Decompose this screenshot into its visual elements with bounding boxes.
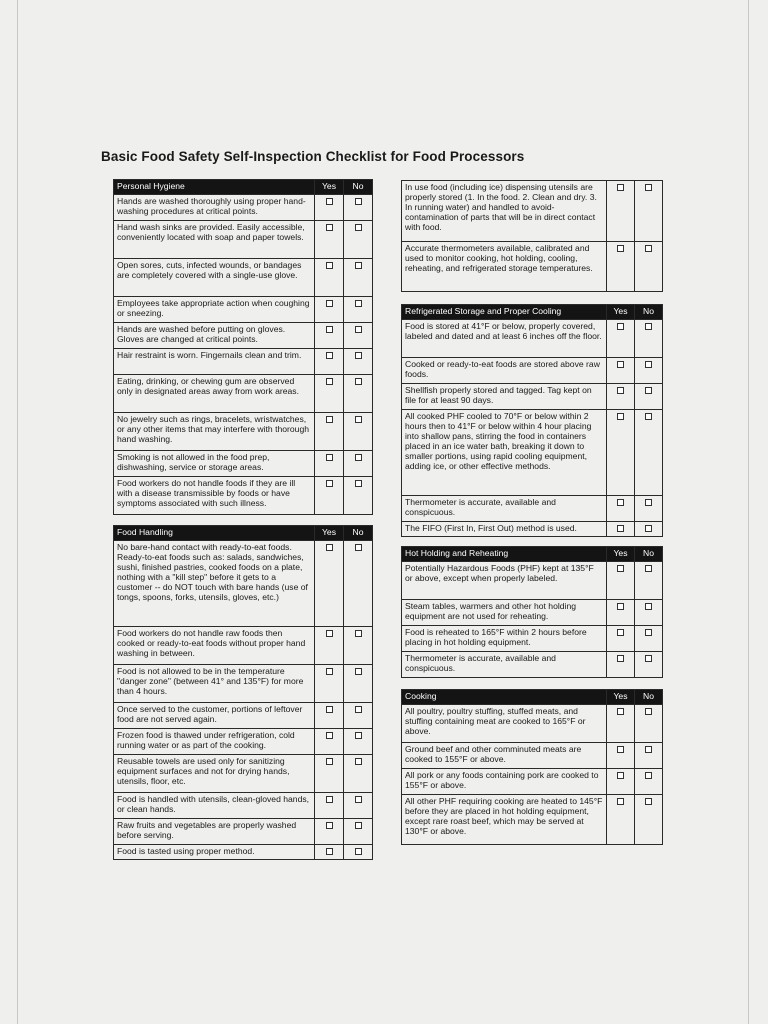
no-checkbox[interactable] bbox=[344, 375, 373, 413]
checklist-row bbox=[114, 195, 373, 221]
no-checkbox[interactable] bbox=[344, 819, 373, 845]
checklist-item-text: All poultry, poultry stuffing, stuffed meats, and stuffing containing meat are cooked to 165°F or above. bbox=[402, 705, 607, 743]
checklist-row bbox=[114, 413, 373, 451]
checklist-item-text: Potentially Hazardous Foods (PHF) kept at 135°F or above, except when properly labeled. bbox=[402, 562, 607, 600]
checklist-row bbox=[114, 845, 373, 860]
yes-checkbox[interactable] bbox=[607, 522, 635, 537]
section-header bbox=[114, 526, 373, 541]
yes-checkbox[interactable] bbox=[315, 349, 344, 375]
checklist-row bbox=[402, 795, 663, 845]
yes-checkbox[interactable] bbox=[607, 320, 635, 358]
no-checkbox[interactable] bbox=[344, 729, 373, 755]
checklist-row bbox=[114, 703, 373, 729]
no-checkbox[interactable] bbox=[344, 323, 373, 349]
no-checkbox[interactable] bbox=[344, 451, 373, 477]
yes-checkbox[interactable] bbox=[315, 477, 344, 515]
checklist-row bbox=[114, 755, 373, 793]
checklist-row bbox=[114, 819, 373, 845]
yes-column-header: Yes bbox=[607, 690, 635, 705]
checklist-item-text: All pork or any foods containing pork are cooked to 155°F or above. bbox=[402, 769, 607, 795]
yes-checkbox[interactable] bbox=[607, 705, 635, 743]
checklist-row bbox=[402, 626, 663, 652]
no-checkbox[interactable] bbox=[635, 652, 663, 678]
yes-checkbox[interactable] bbox=[607, 410, 635, 496]
no-column-header: No bbox=[635, 547, 663, 562]
no-checkbox[interactable] bbox=[635, 705, 663, 743]
no-column-header: No bbox=[344, 526, 373, 541]
checklist-row bbox=[402, 410, 663, 496]
yes-checkbox[interactable] bbox=[607, 652, 635, 678]
yes-checkbox[interactable] bbox=[315, 627, 344, 665]
no-checkbox[interactable] bbox=[344, 703, 373, 729]
checklist-row bbox=[402, 181, 663, 242]
no-checkbox[interactable] bbox=[344, 665, 373, 703]
yes-column-header: Yes bbox=[315, 526, 344, 541]
checklist-item-text: The FIFO (First In, First Out) method is used. bbox=[402, 522, 607, 537]
scan-edge-mark bbox=[748, 0, 749, 1024]
checklist-item-text: Food is stored at 41°F or below, properly covered, labeled and dated and at least 6 inches off the floor. bbox=[402, 320, 607, 358]
checklist-row bbox=[402, 600, 663, 626]
checklist-item-text: Employees take appropriate action when coughing or sneezing. bbox=[114, 297, 315, 323]
no-checkbox[interactable] bbox=[635, 320, 663, 358]
yes-checkbox[interactable] bbox=[315, 259, 344, 297]
checklist-row bbox=[402, 358, 663, 384]
yes-checkbox[interactable] bbox=[315, 323, 344, 349]
checklist-item-text: Accurate thermometers available, calibrated and used to monitor cooking, hot holding, cooling, reheating, and refrigerated storage temperatures. bbox=[402, 242, 607, 292]
no-checkbox[interactable] bbox=[344, 627, 373, 665]
checklist-item-text: Eating, drinking, or chewing gum are observed only in designated areas away from work areas. bbox=[114, 375, 315, 413]
checklist-item-text: Hand wash sinks are provided. Easily accessible, conveniently located with soap and paper towels. bbox=[114, 221, 315, 259]
checklist-item-text: Food is handled with utensils, clean-gloved hands, or clean hands. bbox=[114, 793, 315, 819]
yes-checkbox[interactable] bbox=[315, 665, 344, 703]
section-header bbox=[402, 305, 663, 320]
section-title: Personal Hygiene bbox=[114, 180, 315, 195]
checklist-item-text: In use food (including ice) dispensing utensils are properly stored (1. In the food. 2. Clean and dry. 3. In running water) and handled to avoid- contamination of parts that will be in direct contact with food. bbox=[402, 181, 607, 242]
no-checkbox[interactable] bbox=[635, 358, 663, 384]
no-checkbox[interactable] bbox=[635, 743, 663, 769]
checklist-item-text: Frozen food is thawed under refrigeration, cold running water or as part of the cooking. bbox=[114, 729, 315, 755]
section-header bbox=[114, 180, 373, 195]
checklist-row bbox=[114, 665, 373, 703]
section-title: Food Handling bbox=[114, 526, 315, 541]
yes-checkbox[interactable] bbox=[315, 375, 344, 413]
no-checkbox[interactable] bbox=[344, 845, 373, 860]
checklist-item-text: Ground beef and other comminuted meats are cooked to 155°F or above. bbox=[402, 743, 607, 769]
yes-checkbox[interactable] bbox=[315, 703, 344, 729]
no-checkbox[interactable] bbox=[635, 626, 663, 652]
checklist-row bbox=[114, 259, 373, 297]
no-checkbox[interactable] bbox=[635, 410, 663, 496]
checklist-item-text: All other PHF requiring cooking are heated to 145°F before they are placed in hot holding equipment, except rare roast beef, which may be served at 130°F or above. bbox=[402, 795, 607, 845]
yes-checkbox[interactable] bbox=[607, 600, 635, 626]
checklist-row bbox=[402, 705, 663, 743]
checklist-item-text: Food is reheated to 165°F within 2 hours before placing in hot holding equipment. bbox=[402, 626, 607, 652]
checklist-row bbox=[402, 496, 663, 522]
checklist-row bbox=[402, 769, 663, 795]
yes-checkbox[interactable] bbox=[315, 413, 344, 451]
no-checkbox[interactable] bbox=[344, 349, 373, 375]
yes-checkbox[interactable] bbox=[315, 297, 344, 323]
checklist-item-text: Hands are washed before putting on gloves. Gloves are changed at critical points. bbox=[114, 323, 315, 349]
no-checkbox[interactable] bbox=[635, 242, 663, 292]
checklist-item-text: Cooked or ready-to-eat foods are stored above raw foods. bbox=[402, 358, 607, 384]
checklist-item-text: Shellfish properly stored and tagged. Tag kept on file for at least 90 days. bbox=[402, 384, 607, 410]
hot-holding-section bbox=[401, 546, 663, 678]
yes-checkbox[interactable] bbox=[315, 221, 344, 259]
no-checkbox[interactable] bbox=[344, 195, 373, 221]
section-title: Cooking bbox=[402, 690, 607, 705]
page-title: Basic Food Safety Self-Inspection Checklist for Food Processors bbox=[101, 149, 525, 164]
checklist-item-text: Thermometer is accurate, available and conspicuous. bbox=[402, 496, 607, 522]
no-checkbox[interactable] bbox=[344, 477, 373, 515]
no-checkbox[interactable] bbox=[635, 496, 663, 522]
section-header bbox=[402, 547, 663, 562]
section-header bbox=[402, 690, 663, 705]
checklist-row bbox=[114, 729, 373, 755]
checklist-row bbox=[114, 451, 373, 477]
checklist-item-text: Food workers do not handle foods if they are ill with a disease transmissible by foods or have symptoms associated with such illness. bbox=[114, 477, 315, 515]
checklist-row bbox=[402, 320, 663, 358]
no-checkbox[interactable] bbox=[344, 413, 373, 451]
no-checkbox[interactable] bbox=[635, 384, 663, 410]
section-title: Refrigerated Storage and Proper Cooling bbox=[402, 305, 607, 320]
checklist-item-text: Food is tasted using proper method. bbox=[114, 845, 315, 860]
checklist-row bbox=[402, 384, 663, 410]
yes-checkbox[interactable] bbox=[607, 743, 635, 769]
checklist-item-text: Hair restraint is worn. Fingernails clean and trim. bbox=[114, 349, 315, 375]
no-column-header: No bbox=[635, 690, 663, 705]
checklist-item-text: Raw fruits and vegetables are properly washed before serving. bbox=[114, 819, 315, 845]
checklist-row bbox=[402, 522, 663, 537]
yes-checkbox[interactable] bbox=[607, 626, 635, 652]
no-checkbox[interactable] bbox=[344, 541, 373, 627]
yes-checkbox[interactable] bbox=[607, 562, 635, 600]
checklist-item-text: Food workers do not handle raw foods then cooked or ready-to-eat foods without proper hand washing in between. bbox=[114, 627, 315, 665]
checklist-row bbox=[114, 221, 373, 259]
yes-checkbox[interactable] bbox=[315, 729, 344, 755]
yes-checkbox[interactable] bbox=[315, 541, 344, 627]
no-checkbox[interactable] bbox=[635, 795, 663, 845]
section-title: Hot Holding and Reheating bbox=[402, 547, 607, 562]
personal-hygiene-section bbox=[113, 179, 373, 515]
no-checkbox[interactable] bbox=[344, 793, 373, 819]
checklist-row bbox=[114, 375, 373, 413]
checklist-item-text: All cooked PHF cooled to 70°F or below within 2 hours then to 41°F or below within 4 hour placing into shallow pans, stirring the food in containers placed in an ice water bath, breaking it down to smaller portions, using rapid cooling equipment, adding ice, or other effective methods. bbox=[402, 410, 607, 496]
yes-checkbox[interactable] bbox=[315, 195, 344, 221]
no-checkbox[interactable] bbox=[344, 259, 373, 297]
yes-checkbox[interactable] bbox=[607, 795, 635, 845]
checklist-item-text: Once served to the customer, portions of leftover food are not served again. bbox=[114, 703, 315, 729]
no-checkbox[interactable] bbox=[635, 769, 663, 795]
checklist-item-text: No jewelry such as rings, bracelets, wristwatches, or any other items that may interfere with thorough hand washing. bbox=[114, 413, 315, 451]
checklist-row bbox=[402, 242, 663, 292]
no-column-header: No bbox=[344, 180, 373, 195]
yes-checkbox[interactable] bbox=[315, 755, 344, 793]
checklist-row bbox=[114, 297, 373, 323]
yes-column-header: Yes bbox=[607, 305, 635, 320]
checklist-item-text: Smoking is not allowed in the food prep, dishwashing, service or storage areas. bbox=[114, 451, 315, 477]
no-checkbox[interactable] bbox=[344, 755, 373, 793]
checklist-row bbox=[114, 323, 373, 349]
yes-checkbox[interactable] bbox=[315, 819, 344, 845]
no-checkbox[interactable] bbox=[344, 221, 373, 259]
yes-checkbox[interactable] bbox=[315, 793, 344, 819]
no-checkbox[interactable] bbox=[635, 600, 663, 626]
checklist-item-text: No bare-hand contact with ready-to-eat foods. Ready-to-eat foods such as: salads, sandwiches, sushi, finished pastries, cooked foods on a plate, nothing with a "kill step" before it gets to a customer -- do NOT touch with bare hands (use of tongs, spoons, forks, utensils, gloves, etc.) bbox=[114, 541, 315, 627]
no-checkbox[interactable] bbox=[635, 562, 663, 600]
checklist-item-text: Food is not allowed to be in the temperature "danger zone" (between 41° and 135°F) for more than 4 hours. bbox=[114, 665, 315, 703]
checklist-item-text: Open sores, cuts, infected wounds, or bandages are completely covered with a single-use glove. bbox=[114, 259, 315, 297]
yes-column-header: Yes bbox=[315, 180, 344, 195]
checklist-row bbox=[402, 743, 663, 769]
food-handling-section bbox=[113, 525, 373, 860]
checklist-row bbox=[114, 541, 373, 627]
no-checkbox[interactable] bbox=[344, 297, 373, 323]
yes-checkbox[interactable] bbox=[607, 242, 635, 292]
yes-column-header: Yes bbox=[607, 547, 635, 562]
no-checkbox[interactable] bbox=[635, 522, 663, 537]
checklist-row bbox=[402, 652, 663, 678]
checklist-item-text: Reusable towels are used only for sanitizing equipment surfaces and not for drying hands, utensils, floor, etc. bbox=[114, 755, 315, 793]
checklist-item-text: Steam tables, warmers and other hot holding equipment are not used for reheating. bbox=[402, 600, 607, 626]
yes-checkbox[interactable] bbox=[607, 496, 635, 522]
yes-checkbox[interactable] bbox=[315, 845, 344, 860]
checklist-item-text: Thermometer is accurate, available and conspicuous. bbox=[402, 652, 607, 678]
checklist-row bbox=[114, 477, 373, 515]
cooking-section bbox=[401, 689, 663, 845]
utensils-thermometers-section bbox=[401, 180, 663, 292]
yes-checkbox[interactable] bbox=[315, 451, 344, 477]
no-checkbox[interactable] bbox=[635, 181, 663, 242]
checklist-row bbox=[114, 349, 373, 375]
refrigerated-storage-section bbox=[401, 304, 663, 537]
no-column-header: No bbox=[635, 305, 663, 320]
yes-checkbox[interactable] bbox=[607, 358, 635, 384]
scan-edge-mark bbox=[17, 0, 18, 1024]
yes-checkbox[interactable] bbox=[607, 384, 635, 410]
checklist-item-text: Hands are washed thoroughly using proper hand-washing procedures at critical points. bbox=[114, 195, 315, 221]
checklist-row bbox=[114, 627, 373, 665]
yes-checkbox[interactable] bbox=[607, 769, 635, 795]
yes-checkbox[interactable] bbox=[607, 181, 635, 242]
checklist-row bbox=[402, 562, 663, 600]
checklist-row bbox=[114, 793, 373, 819]
